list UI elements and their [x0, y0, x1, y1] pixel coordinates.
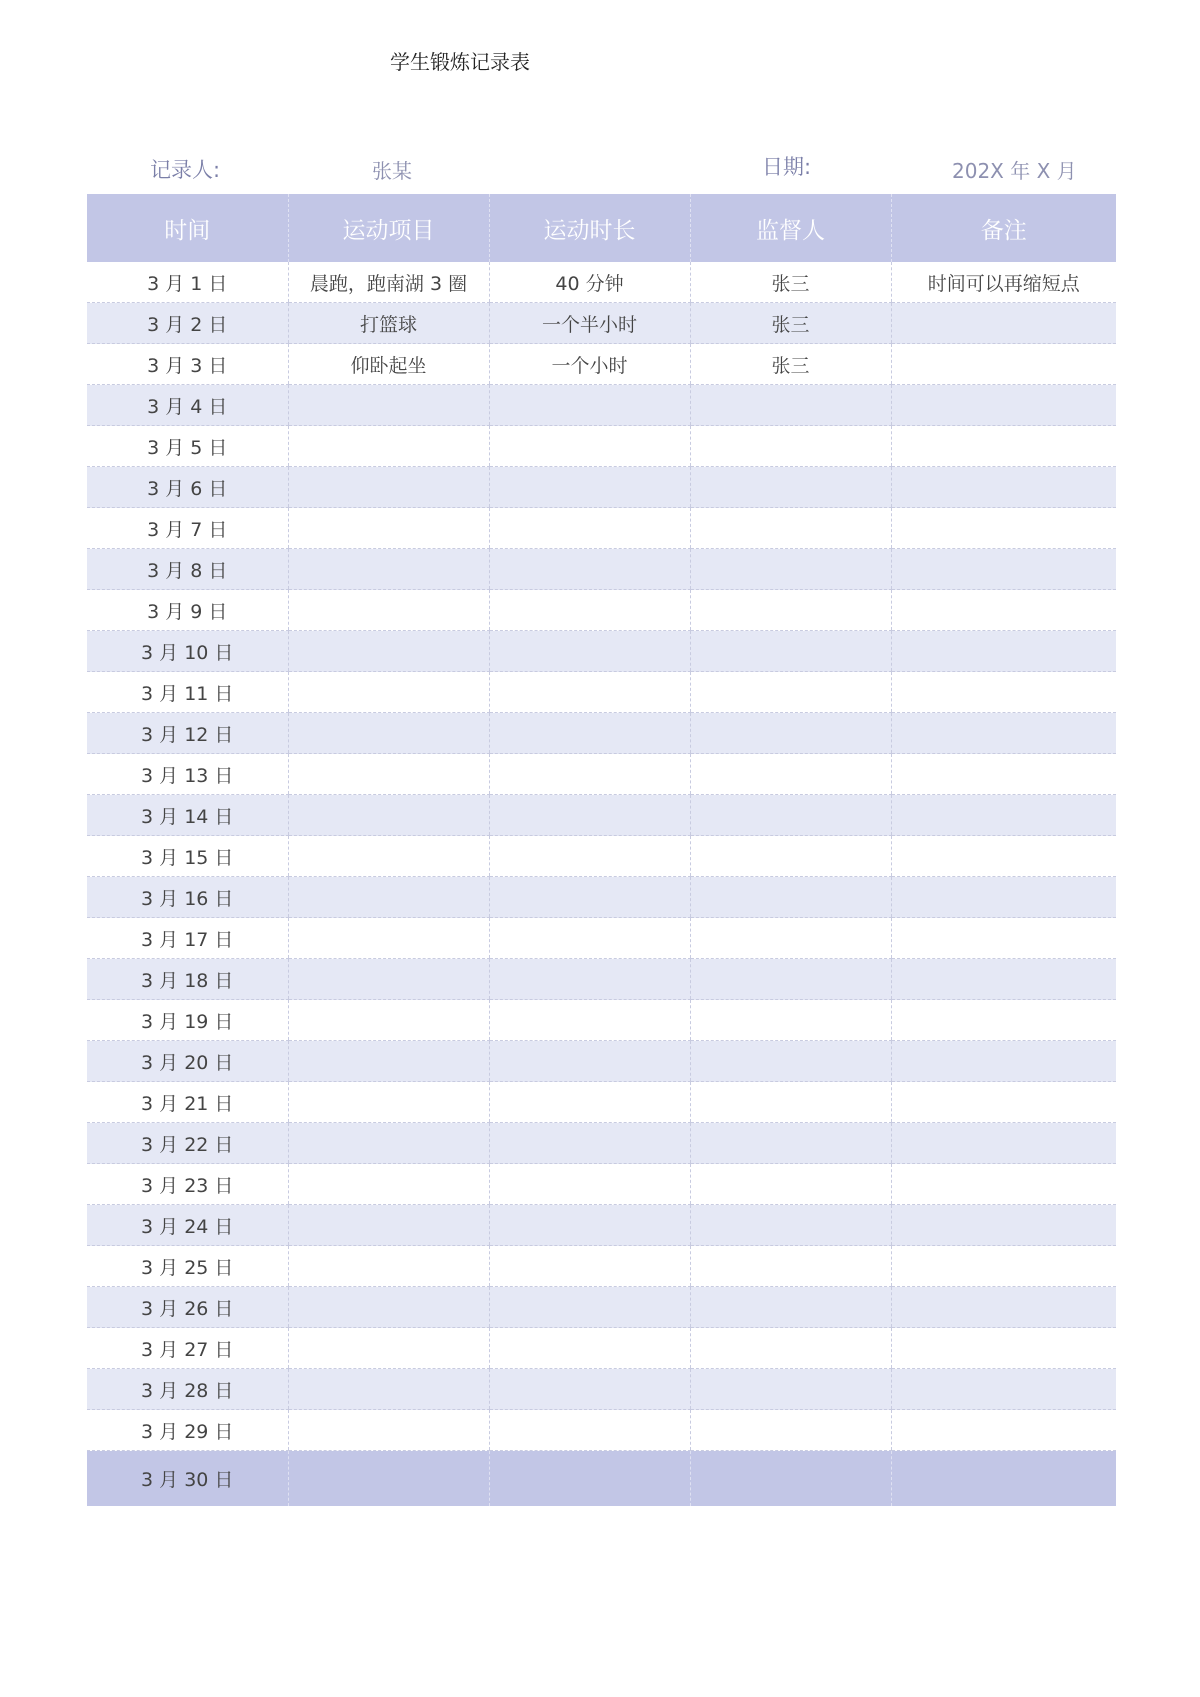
cell-notes[interactable]: [891, 549, 1116, 590]
cell-notes[interactable]: [891, 1082, 1116, 1123]
cell-supervisor[interactable]: [690, 1287, 891, 1328]
table-row: [87, 1451, 1116, 1507]
cell-activity[interactable]: [288, 426, 489, 467]
cell-duration[interactable]: [489, 1451, 690, 1507]
cell-notes[interactable]: [891, 344, 1116, 385]
cell-duration[interactable]: [489, 959, 690, 1000]
cell-activity[interactable]: [288, 1369, 489, 1410]
cell-time[interactable]: 3 月 6 日: [87, 467, 288, 508]
cell-activity[interactable]: [288, 631, 489, 672]
cell-supervisor[interactable]: [690, 1000, 891, 1041]
cell-activity[interactable]: 打篮球: [288, 303, 489, 344]
cell-notes[interactable]: [891, 672, 1116, 713]
table-row: [87, 344, 1116, 385]
table-row: [87, 1246, 1116, 1287]
table-row: [87, 303, 1116, 344]
cell-time[interactable]: 3 月 14 日: [87, 795, 288, 836]
cell-time[interactable]: 3 月 22 日: [87, 1123, 288, 1164]
cell-duration[interactable]: [489, 836, 690, 877]
cell-activity[interactable]: 仰卧起坐: [288, 344, 489, 385]
cell-activity[interactable]: [288, 877, 489, 918]
cell-supervisor[interactable]: [690, 836, 891, 877]
cell-duration[interactable]: [489, 1369, 690, 1410]
cell-supervisor[interactable]: [690, 385, 891, 426]
cell-time[interactable]: 3 月 29 日: [87, 1410, 288, 1451]
table-row: [87, 1164, 1116, 1205]
cell-supervisor[interactable]: [690, 426, 891, 467]
cell-notes[interactable]: [891, 1123, 1116, 1164]
cell-activity[interactable]: [288, 918, 489, 959]
cell-notes[interactable]: [891, 303, 1116, 344]
cell-supervisor[interactable]: [690, 1246, 891, 1287]
cell-time[interactable]: 3 月 28 日: [87, 1369, 288, 1410]
cell-notes[interactable]: [891, 754, 1116, 795]
table-row: [87, 1328, 1116, 1369]
cell-supervisor[interactable]: [690, 1328, 891, 1369]
cell-duration[interactable]: [489, 713, 690, 754]
header-activity: 运动项目: [288, 194, 489, 262]
cell-time[interactable]: 3 月 12 日: [87, 713, 288, 754]
cell-activity[interactable]: [288, 713, 489, 754]
table-row: [87, 590, 1116, 631]
cell-supervisor[interactable]: [690, 467, 891, 508]
cell-duration[interactable]: [489, 795, 690, 836]
cell-duration[interactable]: [489, 385, 690, 426]
cell-duration[interactable]: [489, 754, 690, 795]
cell-activity[interactable]: [288, 590, 489, 631]
table-body: [87, 262, 1116, 1506]
cell-activity[interactable]: [288, 1328, 489, 1369]
cell-notes[interactable]: [891, 590, 1116, 631]
cell-duration[interactable]: [489, 508, 690, 549]
cell-duration[interactable]: 一个半小时: [489, 303, 690, 344]
table-row: [87, 754, 1116, 795]
cell-notes[interactable]: [891, 1246, 1116, 1287]
cell-activity[interactable]: [288, 1205, 489, 1246]
cell-supervisor[interactable]: [690, 795, 891, 836]
cell-notes[interactable]: 时间可以再缩短点: [891, 262, 1116, 303]
cell-activity[interactable]: [288, 1287, 489, 1328]
table-row: [87, 1369, 1116, 1410]
table-header-row: [87, 194, 1116, 262]
cell-activity[interactable]: [288, 1082, 489, 1123]
table-row: [87, 1123, 1116, 1164]
cell-duration[interactable]: [489, 1123, 690, 1164]
cell-time[interactable]: 3 月 21 日: [87, 1082, 288, 1123]
cell-time[interactable]: 3 月 8 日: [87, 549, 288, 590]
cell-supervisor[interactable]: [690, 1451, 891, 1507]
cell-activity[interactable]: [288, 754, 489, 795]
cell-supervisor[interactable]: [690, 1041, 891, 1082]
cell-supervisor[interactable]: [690, 1164, 891, 1205]
cell-activity[interactable]: [288, 836, 489, 877]
cell-notes[interactable]: [891, 1205, 1116, 1246]
recorder-value: 张某: [372, 159, 412, 183]
table-row: [87, 713, 1116, 754]
cell-notes[interactable]: [891, 1000, 1116, 1041]
cell-duration[interactable]: [489, 426, 690, 467]
table-row: [87, 672, 1116, 713]
cell-time[interactable]: 3 月 11 日: [87, 672, 288, 713]
cell-duration[interactable]: [489, 1246, 690, 1287]
cell-time[interactable]: 3 月 30 日: [87, 1451, 288, 1507]
cell-activity[interactable]: [288, 385, 489, 426]
table-row: [87, 467, 1116, 508]
table-row: [87, 795, 1116, 836]
cell-supervisor[interactable]: [690, 877, 891, 918]
cell-duration[interactable]: [489, 1328, 690, 1369]
cell-activity[interactable]: [288, 1164, 489, 1205]
cell-activity[interactable]: 晨跑，跑南湖 3 圈: [288, 262, 489, 303]
cell-supervisor[interactable]: [690, 590, 891, 631]
cell-time[interactable]: 3 月 20 日: [87, 1041, 288, 1082]
cell-activity[interactable]: [288, 1451, 489, 1507]
cell-notes[interactable]: [891, 1328, 1116, 1369]
cell-time[interactable]: 3 月 27 日: [87, 1328, 288, 1369]
cell-time[interactable]: 3 月 15 日: [87, 836, 288, 877]
cell-duration[interactable]: [489, 1164, 690, 1205]
cell-time[interactable]: 3 月 24 日: [87, 1205, 288, 1246]
cell-notes[interactable]: [891, 508, 1116, 549]
cell-supervisor[interactable]: 张三: [690, 344, 891, 385]
cell-time[interactable]: 3 月 13 日: [87, 754, 288, 795]
cell-supervisor[interactable]: [690, 1410, 891, 1451]
cell-activity[interactable]: [288, 1000, 489, 1041]
cell-supervisor[interactable]: [690, 1369, 891, 1410]
header-duration: 运动时长: [489, 194, 690, 262]
table-row: [87, 1410, 1116, 1451]
cell-time[interactable]: 3 月 7 日: [87, 508, 288, 549]
cell-duration[interactable]: [489, 590, 690, 631]
date-value: 202X 年 X 月: [952, 159, 1077, 183]
table-row: [87, 1205, 1116, 1246]
cell-time[interactable]: 3 月 2 日: [87, 303, 288, 344]
cell-duration[interactable]: [489, 631, 690, 672]
cell-notes[interactable]: [891, 795, 1116, 836]
cell-supervisor[interactable]: [690, 508, 891, 549]
header-supervisor: 监督人: [690, 194, 891, 262]
cell-notes[interactable]: [891, 1287, 1116, 1328]
cell-activity[interactable]: [288, 1041, 489, 1082]
cell-supervisor[interactable]: [690, 1205, 891, 1246]
cell-time[interactable]: 3 月 9 日: [87, 590, 288, 631]
cell-supervisor[interactable]: [690, 672, 891, 713]
cell-notes[interactable]: [891, 1164, 1116, 1205]
cell-supervisor[interactable]: [690, 1123, 891, 1164]
cell-time[interactable]: 3 月 26 日: [87, 1287, 288, 1328]
exercise-record-table: [87, 194, 1116, 1506]
table-row: [87, 1287, 1116, 1328]
cell-time[interactable]: 3 月 17 日: [87, 918, 288, 959]
cell-duration[interactable]: [489, 877, 690, 918]
cell-activity[interactable]: [288, 508, 489, 549]
cell-supervisor[interactable]: [690, 631, 891, 672]
cell-notes[interactable]: [891, 631, 1116, 672]
cell-activity[interactable]: [288, 795, 489, 836]
cell-activity[interactable]: [288, 1246, 489, 1287]
cell-activity[interactable]: [288, 1123, 489, 1164]
table-row: [87, 918, 1116, 959]
table-row: [87, 426, 1116, 467]
table-row: [87, 1041, 1116, 1082]
cell-duration[interactable]: [489, 1041, 690, 1082]
cell-duration[interactable]: [489, 467, 690, 508]
cell-time[interactable]: 3 月 5 日: [87, 426, 288, 467]
cell-duration[interactable]: [489, 549, 690, 590]
cell-duration[interactable]: 一个小时: [489, 344, 690, 385]
cell-supervisor[interactable]: [690, 959, 891, 1000]
cell-activity[interactable]: [288, 672, 489, 713]
cell-duration[interactable]: [489, 1082, 690, 1123]
cell-activity[interactable]: [288, 1410, 489, 1451]
cell-time[interactable]: 3 月 23 日: [87, 1164, 288, 1205]
cell-notes[interactable]: [891, 1369, 1116, 1410]
cell-time[interactable]: 3 月 25 日: [87, 1246, 288, 1287]
cell-time[interactable]: 3 月 19 日: [87, 1000, 288, 1041]
cell-duration[interactable]: 40 分钟: [489, 262, 690, 303]
cell-supervisor[interactable]: [690, 713, 891, 754]
table-row: [87, 1082, 1116, 1123]
cell-notes[interactable]: [891, 918, 1116, 959]
cell-time[interactable]: 3 月 4 日: [87, 385, 288, 426]
cell-notes[interactable]: [891, 1410, 1116, 1451]
recorder-label: 记录人:: [150, 158, 221, 182]
cell-time[interactable]: 3 月 16 日: [87, 877, 288, 918]
cell-supervisor[interactable]: [690, 549, 891, 590]
cell-time[interactable]: 3 月 1 日: [87, 262, 288, 303]
cell-time[interactable]: 3 月 18 日: [87, 959, 288, 1000]
cell-supervisor[interactable]: [690, 1082, 891, 1123]
table-row: [87, 631, 1116, 672]
cell-duration[interactable]: [489, 1205, 690, 1246]
cell-duration[interactable]: [489, 672, 690, 713]
cell-time[interactable]: 3 月 3 日: [87, 344, 288, 385]
cell-notes[interactable]: [891, 713, 1116, 754]
table-row: [87, 508, 1116, 549]
cell-duration[interactable]: [489, 918, 690, 959]
header-time: 时间: [87, 194, 288, 262]
cell-notes[interactable]: [891, 426, 1116, 467]
cell-activity[interactable]: [288, 959, 489, 1000]
table-row: [87, 549, 1116, 590]
cell-supervisor[interactable]: [690, 918, 891, 959]
cell-activity[interactable]: [288, 549, 489, 590]
date-label: 日期:: [762, 155, 812, 179]
cell-duration[interactable]: [489, 1000, 690, 1041]
table-row: [87, 959, 1116, 1000]
cell-notes[interactable]: [891, 1451, 1116, 1507]
cell-notes[interactable]: [891, 467, 1116, 508]
cell-notes[interactable]: [891, 836, 1116, 877]
table-row: [87, 836, 1116, 877]
cell-notes[interactable]: [891, 877, 1116, 918]
header-notes: 备注: [891, 194, 1116, 262]
page-title: 学生锻炼记录表: [390, 50, 530, 74]
table-row: [87, 1000, 1116, 1041]
cell-duration[interactable]: [489, 1410, 690, 1451]
cell-notes[interactable]: [891, 385, 1116, 426]
cell-supervisor[interactable]: [690, 754, 891, 795]
cell-supervisor[interactable]: 张三: [690, 262, 891, 303]
cell-activity[interactable]: [288, 467, 489, 508]
cell-supervisor[interactable]: 张三: [690, 303, 891, 344]
cell-notes[interactable]: [891, 959, 1116, 1000]
table-row: [87, 385, 1116, 426]
table-row: [87, 262, 1116, 303]
cell-time[interactable]: 3 月 10 日: [87, 631, 288, 672]
cell-duration[interactable]: [489, 1287, 690, 1328]
cell-notes[interactable]: [891, 1041, 1116, 1082]
table-row: [87, 877, 1116, 918]
